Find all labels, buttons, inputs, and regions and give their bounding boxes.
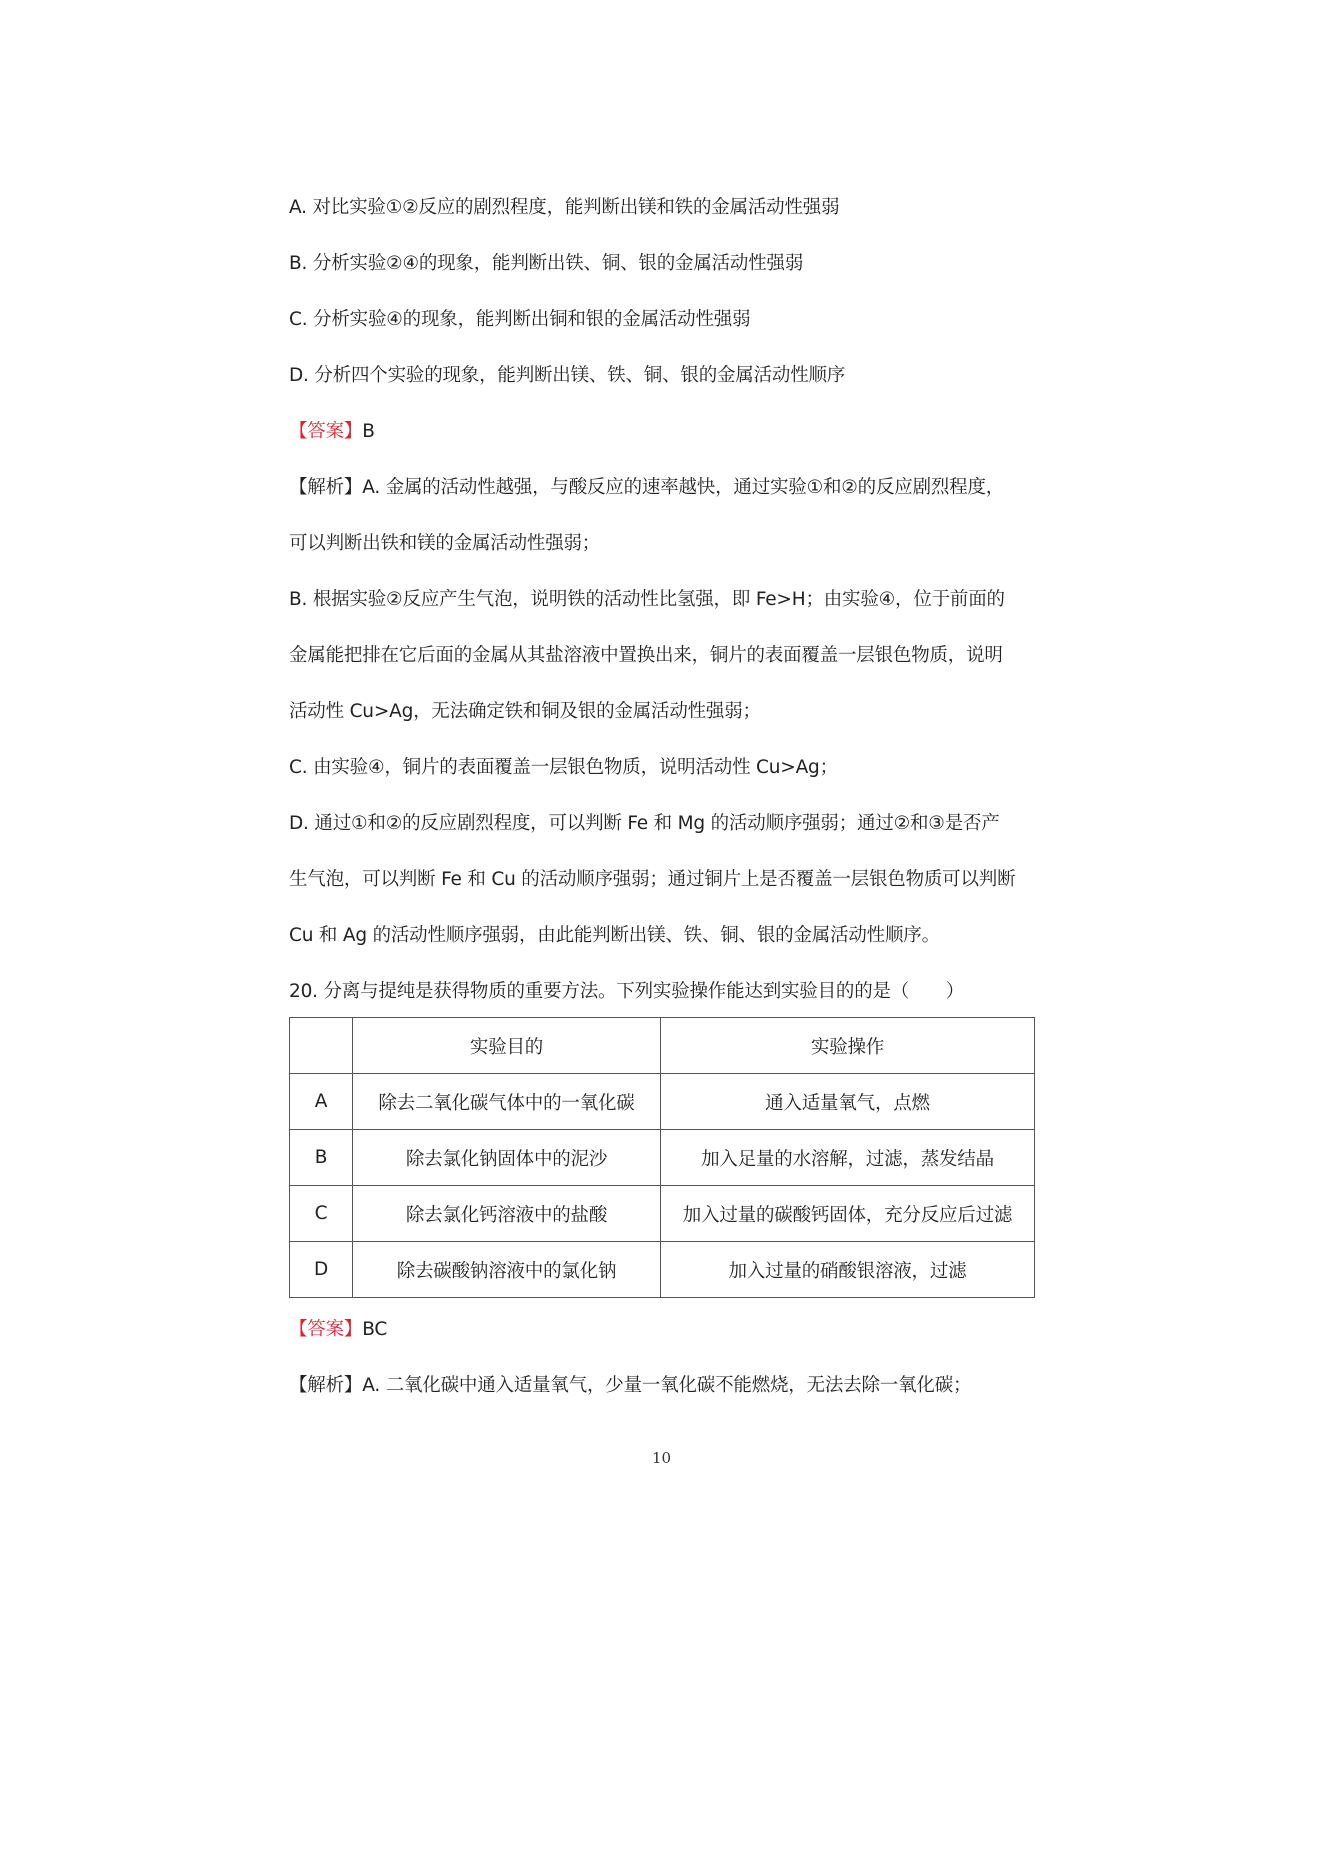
table-cell: B — [290, 1130, 353, 1186]
answer-label: 【答案】 — [289, 1319, 363, 1340]
page-number: 10 — [651, 1449, 672, 1467]
table-cell: 加入过量的碳酸钙固体，充分反应后过滤 — [661, 1186, 1035, 1242]
analysis-line — [289, 476, 1004, 500]
table-row — [290, 1074, 1035, 1130]
table-cell: 加入过量的硝酸银溶液，过滤 — [661, 1242, 1035, 1298]
answer-label: 【答案】 — [289, 421, 363, 442]
analysis-label: 【解析】 — [289, 1375, 363, 1396]
table-cell: A — [290, 1074, 353, 1130]
analysis-line: 金属能把排在它后面的金属从其盐溶液中置换出来，铜片的表面覆盖一层银色物质，说明 — [289, 645, 1003, 666]
analysis-line: 生气泡，可以判断 Fe 和 Cu 的活动顺序强弱；通过铜片上是否覆盖一层银色物质可以判断 — [289, 869, 1016, 890]
table-row — [290, 1130, 1035, 1186]
table-cell: C — [290, 1186, 353, 1242]
table-cell: D — [290, 1242, 353, 1298]
table-cell: 通入适量氧气，点燃 — [661, 1074, 1035, 1130]
table-header-cell: 实验目的 — [353, 1018, 661, 1074]
experiment-table — [289, 1017, 1035, 1298]
table-row — [290, 1186, 1035, 1242]
analysis-line — [289, 1374, 971, 1398]
option-d: D. 分析四个实验的现象，能判断出镁、铁、铜、银的金属活动性顺序 — [289, 365, 846, 386]
answer-line — [289, 420, 375, 444]
analysis-line: C. 由实验④，铜片的表面覆盖一层银色物质，说明活动性 Cu>Ag； — [289, 757, 838, 778]
analysis-line: Cu 和 Ag 的活动性顺序强弱，由此能判断出镁、铁、铜、银的金属活动性顺序。 — [289, 925, 940, 946]
answer-value: BC — [362, 1319, 388, 1340]
table-header-cell — [290, 1018, 353, 1074]
option-b: B. 分析实验②④的现象，能判断出铁、铜、银的金属活动性强弱 — [289, 253, 804, 274]
analysis-line: 活动性 Cu>Ag，无法确定铁和铜及银的金属活动性强弱； — [289, 701, 761, 722]
table-row — [290, 1242, 1035, 1298]
analysis-line: B. 根据实验②反应产生气泡，说明铁的活动性比氢强，即 Fe>H；由实验④，位于前面的 — [289, 589, 1005, 610]
analysis-text: A. 二氧化碳中通入适量氧气，少量一氧化碳不能燃烧，无法去除一氧化碳； — [362, 1375, 972, 1396]
table-cell: 加入足量的水溶解，过滤，蒸发结晶 — [661, 1130, 1035, 1186]
question-20: 20. 分离与提纯是获得物质的重要方法。下列实验操作能达到实验目的的是（ ） — [289, 981, 965, 1002]
table-header-cell: 实验操作 — [661, 1018, 1035, 1074]
table-header-row — [290, 1018, 1035, 1074]
table-cell: 除去氯化钠固体中的泥沙 — [353, 1130, 661, 1186]
answer-line — [289, 1318, 387, 1342]
table-cell: 除去氯化钙溶液中的盐酸 — [353, 1186, 661, 1242]
option-a: A. 对比实验①②反应的剧烈程度，能判断出镁和铁的金属活动性强弱 — [289, 197, 840, 218]
analysis-line: D. 通过①和②的反应剧烈程度，可以判断 Fe 和 Mg 的活动顺序强弱；通过②和③是否产 — [289, 813, 1000, 834]
analysis-text: A. 金属的活动性越强，与酸反应的速率越快，通过实验①和②的反应剧烈程度， — [362, 477, 1005, 498]
table-cell: 除去碳酸钠溶液中的氯化钠 — [353, 1242, 661, 1298]
table-cell: 除去二氧化碳气体中的一氧化碳 — [353, 1074, 661, 1130]
analysis-label: 【解析】 — [289, 477, 363, 498]
option-c: C. 分析实验④的现象，能判断出铜和银的金属活动性强弱 — [289, 309, 751, 330]
analysis-line: 可以判断出铁和镁的金属活动性强弱； — [289, 533, 601, 554]
answer-value: B — [362, 421, 375, 442]
